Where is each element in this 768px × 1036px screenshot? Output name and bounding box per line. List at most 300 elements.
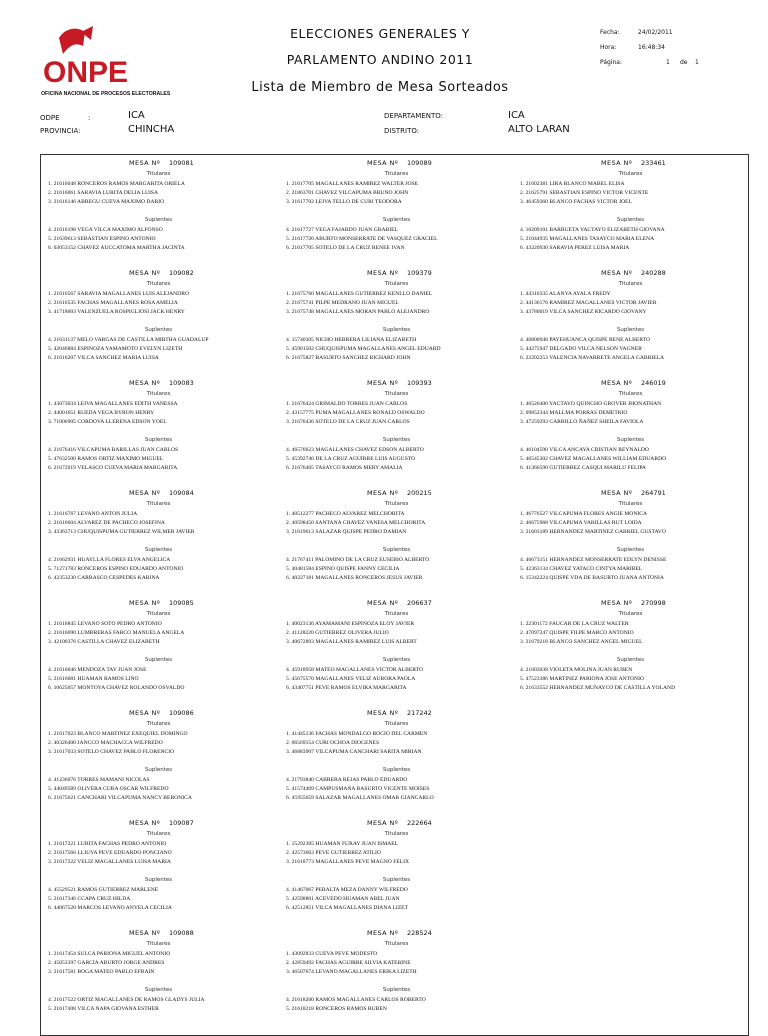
mesa-number: 109379 xyxy=(407,269,432,277)
titular-item: 2. 21616690 LUMBRERAS FARCO MANUELA ANGELA xyxy=(48,629,185,636)
suplentes-list xyxy=(513,336,748,362)
suplente-item: 5. 41574409 CAMPUSMANA BASURTO VICENTE MOISES xyxy=(286,786,430,793)
suplentes-list xyxy=(41,996,276,1014)
report-title-line1: ELECCIONES GENERALES Y xyxy=(290,26,470,41)
mesa-block xyxy=(513,485,748,595)
titulares-heading: Titulares xyxy=(146,611,171,617)
mesa-number: 217242 xyxy=(407,709,432,717)
titular-item: 3. 21617581 BOGA MATEO PABLO EFRAIN xyxy=(48,968,155,975)
suplentes-list xyxy=(41,776,276,802)
mesa-block xyxy=(279,375,514,485)
titulares-heading: Titulares xyxy=(146,281,171,287)
titulares-heading: Titulares xyxy=(618,171,643,177)
suplentes-list xyxy=(513,556,748,582)
mesa-header xyxy=(41,265,276,279)
suplente-item: 6. 40227181 MAGALLANES RONCEROS JESUS JAVIER xyxy=(286,574,423,581)
titulares-list xyxy=(513,400,748,426)
mesa-header xyxy=(279,815,514,829)
titulares-list xyxy=(279,840,514,866)
mesa-number: 200215 xyxy=(407,489,432,497)
titulares-heading: Titulares xyxy=(146,501,171,507)
titular-item: 3. 47259293 CARRILLO ÑAÑEZ SHEILA FAVIOLA xyxy=(520,418,644,425)
titular-item: 1. 21675760 MAGALLANES GUTIERREZ KENLLO DANIEL xyxy=(286,291,433,297)
mesa-header xyxy=(513,485,748,499)
mesa-block xyxy=(41,815,276,925)
titulares-heading: Titulares xyxy=(146,171,171,177)
titular-item: 2. 40598450 SANTANA CHAVEZ VANESA MELCHORITA xyxy=(286,519,426,526)
titulares-heading: Titulares xyxy=(384,721,409,727)
mesa-number: 222664 xyxy=(407,819,432,827)
titular-item: 3. 40672893 MAGALLANES RAMIREZ LUIS ALBERT xyxy=(286,638,417,645)
mesa-header xyxy=(279,375,514,389)
titular-item: 1. 21616845 LEVANO SOTO PEDRO ANTONIO xyxy=(48,621,162,627)
suplentes-heading: Suplentes xyxy=(616,437,645,444)
titulares-list xyxy=(513,180,748,206)
suplente-item: 6. 43220930 SARAVIA PEREZ LUISA MARIA xyxy=(520,244,630,251)
titular-item: 2. 45053397 GARCIA ABURTO JORGE ANDRES xyxy=(48,959,165,966)
suplente-item: 4. 10209101 BARRUETA YACTAYO ELIZABETH GIOVANA xyxy=(520,227,665,234)
suplentes-list xyxy=(513,666,748,692)
titular-item: 2. 44136176 RAMIREZ MAGALLANES VICTOR JAVIER xyxy=(520,299,657,306)
suplente-item: 6. 41366590 GUTIERREZ CASQUI MARILU FELIPA xyxy=(520,464,646,471)
mesa-block xyxy=(279,265,514,375)
mesa-block xyxy=(279,155,514,265)
titular-item: 1. 21616767 LEVANO ANTON JULIA xyxy=(48,511,138,517)
mesa-header xyxy=(41,595,276,609)
mesa-header xyxy=(41,155,276,169)
suplente-item: 5. 42363134 CHAVEZ YATACO CINTYA MARIBEL xyxy=(520,566,643,573)
suplente-item: 5. 21644935 MAGALLANES TASAYCO MARIA ELENA xyxy=(520,236,655,243)
suplente-item: 4. 21793840 CABRERA REJAS PABLO EDUARDO xyxy=(286,777,408,784)
titulares-heading: Titulares xyxy=(146,721,171,727)
mesa-header xyxy=(279,925,514,939)
titular-item: 1. 46526400 YACTAYO QUINCHO GROVER JHONATHAN xyxy=(520,401,662,407)
fecha-label: Fecha: xyxy=(600,29,620,36)
suplente-item: 5. 46545302 CHAVEZ MAGALLANES WILLIAM EDUARDO xyxy=(520,456,667,463)
suplente-item: 6. 21616207 VILCA SANCHEZ MARIA LUISA xyxy=(48,354,159,361)
titulares-list xyxy=(41,730,276,756)
titular-item: 2. 21863701 CHAVEZ VILCAPUMA BRUNO JOHN xyxy=(286,189,409,196)
suplente-item: 6. 42512851 VILCA MAGALLANES DIANA LIZET xyxy=(286,904,409,911)
titular-item: 3. 21617702 LEIVA TELLO DE CURI TEODORA xyxy=(286,198,402,205)
suplentes-heading: Suplentes xyxy=(144,547,173,554)
titulares-list xyxy=(41,620,276,646)
suplentes-heading: Suplentes xyxy=(382,657,411,664)
titular-item: 3. 41718603 VALENZUELA ROSPIGLIOSI JACK HENRY xyxy=(48,308,185,315)
suplente-item: 5. 21617720 ABURTO MONSERRATE DE VASQUEZ GRACIEL xyxy=(286,236,438,243)
mesa-header xyxy=(513,375,748,389)
mesa-label: MESA Nº xyxy=(367,819,399,827)
mesa-header xyxy=(41,375,276,389)
mesa-number: 246019 xyxy=(641,379,666,387)
mesa-number: 233461 xyxy=(641,159,666,167)
mesa-label: MESA Nº xyxy=(601,159,633,167)
mesa-header xyxy=(279,595,514,609)
suplente-item: 4. 21676416 VILCAPUMA BARILLAS JUAN CARLOS xyxy=(48,447,179,454)
mesa-label: MESA Nº xyxy=(367,489,399,497)
titulares-heading: Titulares xyxy=(384,171,409,177)
mesa-header xyxy=(41,925,276,939)
suplentes-list xyxy=(279,556,514,582)
suplentes-heading: Suplentes xyxy=(144,767,173,774)
titular-item: 3. 21603189 HERNANDEZ MARTINEZ GABRIEL GUSTAVO xyxy=(520,528,666,535)
provincia-value: CHINCHA xyxy=(128,124,175,135)
titular-item: 2. 42859492 FACHAS AGUIRRE SILVIA KATERINE xyxy=(286,959,411,966)
mesa-number: 109083 xyxy=(169,379,194,387)
mesa-header xyxy=(513,155,748,169)
suplentes-heading: Suplentes xyxy=(382,987,411,994)
titular-item: 1. 21616567 SARAVIA MAGALLANES LUIS ALEJANDRO xyxy=(48,291,189,297)
titulares-list xyxy=(41,400,276,426)
titulares-list xyxy=(279,180,514,206)
suplente-item: 5. 47523386 MARTINEZ PARIONA JOSE ANTONIO xyxy=(520,676,644,683)
titular-item: 1. 22301172 FAUCAR DE LA CRUZ WALTER xyxy=(520,621,629,627)
suplente-item: 4. 21617522 ORTIZ MAGALLANES DE RAMOS GLADYS JULIA xyxy=(48,997,205,1004)
odpe-label: ODPE xyxy=(40,114,60,122)
mesa-block xyxy=(513,595,748,705)
departamento-label: DEPARTAMENTO: xyxy=(384,112,443,120)
titular-item: 1. 43092833 CUEVA PEVE MODESTO xyxy=(286,951,378,957)
suplentes-list xyxy=(513,226,748,252)
mesa-number: 264791 xyxy=(641,489,666,497)
suplente-item: 4. 45918958 MATEO MAGALLANES VICTOR ALBERTO xyxy=(286,667,424,674)
mesa-block xyxy=(41,925,276,1035)
logo-subtext: OFICINA NACIONAL DE PROCESOS ELECTORALES xyxy=(41,91,171,97)
suplentes-heading: Suplentes xyxy=(144,217,173,224)
suplentes-list xyxy=(279,996,514,1014)
titular-item: 2. 09852344 MALLMA PORRAS DEMETRIO xyxy=(520,409,628,416)
mesa-label: MESA Nº xyxy=(129,709,161,717)
suplente-item: 6. 42353230 CARRASCO CESPEDES KARINA xyxy=(48,574,160,581)
mesa-label: MESA Nº xyxy=(601,379,633,387)
mesa-number: 109088 xyxy=(169,929,194,937)
suplente-item: 5. 45901502 CHUQUISPUMA MAGALLANES ANGEL EDUARD xyxy=(286,346,441,353)
suplente-item: 5. 21617346 CCAPA CRUZ HILDA xyxy=(48,896,131,903)
report-title-line2: PARLAMENTO ANDINO 2011 xyxy=(286,52,474,67)
hora-label: Hora: xyxy=(600,44,617,51)
mesa-block xyxy=(279,925,514,1035)
titulares-heading: Titulares xyxy=(146,831,171,837)
mesa-label: MESA Nº xyxy=(601,269,633,277)
titular-item: 2. 47097247 QUISPE FILPE MARCO ANTONIO xyxy=(520,629,634,636)
titular-item: 3. 46883907 VILCAPUMA CANCHARI SARITA MIRIAN xyxy=(286,748,422,755)
odpe-sep: : xyxy=(88,114,91,122)
titular-item: 3. 21676436 SOTELO DE LA CRUZ JUAN CARLOS xyxy=(286,418,410,425)
mesa-block xyxy=(41,705,276,815)
mesas-table xyxy=(40,154,749,1036)
titular-item: 1. 21676424 GRIMALDO TORRES JUAN CARLOS xyxy=(286,401,408,407)
mesa-header xyxy=(41,705,276,719)
titulares-list xyxy=(41,290,276,316)
mesa-block xyxy=(41,375,276,485)
suplente-item: 4. 41236076 TORRES MAMANI NICOLAS xyxy=(48,777,150,784)
suplente-item: 6. 21675621 CANCHARI VILCAPUMA NANCY BERONICA xyxy=(48,794,192,801)
mesa-label: MESA Nº xyxy=(367,929,399,937)
titulares-list xyxy=(513,620,748,646)
mesa-block xyxy=(513,375,748,485)
mesa-block xyxy=(41,595,276,705)
mesa-block xyxy=(513,265,748,375)
suplente-item: 6. 21617705 SOTELO DE LA CRUZ RENEE IVAN xyxy=(286,244,405,251)
pagina-total: 1 xyxy=(695,59,699,66)
mesa-block xyxy=(41,485,276,595)
suplente-item: 5. 21617408 VILCA NAPA GIOVANA ESTHER xyxy=(48,1006,159,1013)
suplente-item: 6. 03053152 CHAVEZ AUCCATOMA MARTHA JACINTA xyxy=(48,244,185,251)
suplentes-list xyxy=(41,446,276,472)
mesa-number: 109086 xyxy=(169,709,194,717)
titulares-heading: Titulares xyxy=(618,611,643,617)
mesa-column-1 xyxy=(41,155,276,1035)
suplentes-heading: Suplentes xyxy=(382,327,411,334)
pagina-value: 1 xyxy=(666,59,670,66)
suplente-item: 4. 21616198 VEGA VILCA MAXIMO ALFONSO xyxy=(48,227,163,234)
suplente-item: 6. 15342224 QUISPE VDA DE BASURTO JUANA ANTONIA xyxy=(520,574,664,581)
titular-item: 2. 44001651 RUEDA VEGA BYRON HENRY xyxy=(48,409,155,416)
titulares-heading: Titulares xyxy=(384,391,409,397)
suplentes-list xyxy=(41,556,276,582)
titular-item: 1. 21602381 LIRA BLANCO MABEL ELISA xyxy=(520,181,625,187)
suplente-item: 5. 42046884 ESPINOZA YAMAMOTO EVELYN LIZETH xyxy=(48,346,183,353)
titular-item: 3. 21616146 ABREGU CUEVA MAXIMO DARIO xyxy=(48,198,165,205)
suplente-item: 5. 44275947 DELGADO VILCA NELSON VAGNER xyxy=(520,346,642,353)
mesa-label: MESA Nº xyxy=(129,159,161,167)
titular-item: 2. 21675741 PILPE MEDRANO JUAN MIGUEL xyxy=(286,299,399,306)
titular-item: 3. 21617033 SOTELO CHAVEZ PABLO FLORENCIO xyxy=(48,748,175,755)
titular-item: 2. 21616604 ALVAREZ DE PACHECO JOSEFINA xyxy=(48,519,165,526)
titular-item: 1. 43073034 LEIVA MAGALLANES EDITH VANESSA xyxy=(48,401,178,407)
mesa-label: MESA Nº xyxy=(367,599,399,607)
mesa-block xyxy=(513,155,748,265)
suplentes-list xyxy=(41,886,276,912)
mesa-block xyxy=(279,485,514,595)
mesa-header xyxy=(279,485,514,499)
suplente-item: 6. 45955659 SALAZAR MAGALLANES OMAR GIANCARLO xyxy=(286,794,434,801)
suplente-item: 4. 40800948 PAYEHUANCA QUISPE RENE ALBERTO xyxy=(520,337,650,344)
suplentes-heading: Suplentes xyxy=(144,877,173,884)
suplente-item: 4. 21618200 RAMOS MAGALLANES CARLOS ROBERTO xyxy=(286,997,426,1004)
suplente-item: 4. 46104590 VILCA ANCAYA CRISTIAN REYNALDO xyxy=(520,447,649,454)
suplentes-heading: Suplentes xyxy=(144,657,173,664)
suplente-item: 4. 46576623 MAGALLANES CHAVEZ EDSON ALBERTO xyxy=(286,447,424,454)
titular-item: 3. 43780019 VILCA SANCHEZ RICARDO GIOVANY xyxy=(520,308,647,315)
suplente-item: 4. 41467067 PERALTA MEZA DANNY WILFREDO xyxy=(286,887,408,894)
suplente-item: 4. 21662931 HUAYLLA FLORES ELVA ANGELICA xyxy=(48,557,171,564)
mesa-header xyxy=(279,705,514,719)
suplentes-list xyxy=(41,226,276,252)
mesa-number: 109089 xyxy=(407,159,432,167)
mesa-number: 109087 xyxy=(169,819,194,827)
mesa-header xyxy=(41,815,276,829)
suplentes-list xyxy=(41,666,276,692)
titular-item: 1. 15292305 HUAMAN FURAY JUAN ISMAEL xyxy=(286,841,399,847)
suplentes-heading: Suplentes xyxy=(144,327,173,334)
suplentes-heading: Suplentes xyxy=(616,327,645,334)
logo-ballot-mark xyxy=(59,29,85,54)
mesa-number: 109082 xyxy=(169,269,194,277)
hora-value: 16:48:34 xyxy=(638,44,665,51)
suplente-item: 6. 43407751 PEVE RAMOS ELVIRA MARGARITA xyxy=(286,684,407,691)
distrito-value: ALTO LARAN xyxy=(508,124,570,135)
mesa-label: MESA Nº xyxy=(367,159,399,167)
suplente-item: 5. 44049589 OLIVERA CUBA OSCAR WILFREDO xyxy=(48,786,169,793)
mesa-header xyxy=(279,265,514,279)
titulares-heading: Titulares xyxy=(618,501,643,507)
suplentes-list xyxy=(279,336,514,362)
titular-item: 2. 46675968 VILCAPUMA VARILLAS RUT LOIDA xyxy=(520,519,642,526)
mesa-label: MESA Nº xyxy=(129,819,161,827)
pagina-de: de xyxy=(680,59,688,66)
fecha-value: 24/02/2011 xyxy=(638,29,673,36)
suplentes-heading: Suplentes xyxy=(144,987,173,994)
mesa-block xyxy=(41,265,276,375)
titular-item: 2. 21617566 LLIUYA PEVE EDUARDO PONCIANO xyxy=(48,849,172,856)
titular-item: 3. 21619613 SALAZAR QUISPE PEDRO DAMIAN xyxy=(286,528,407,535)
titular-item: 2. 40326400 JANCCO MACHACCA WILFREDO xyxy=(48,739,163,746)
titular-item: 3. 46459360 BLANCO FACHAS VICTOR JOEL xyxy=(520,198,632,205)
suplentes-heading: Suplentes xyxy=(382,877,411,884)
mesa-number: 270998 xyxy=(641,599,666,607)
titular-item: 2. 21616061 SARAVIA LURITA DELIA LUISA xyxy=(48,189,159,196)
suplente-item: 5. 45392746 DE LA CRUZ AGUIRRE LUIS AUGUSTO xyxy=(286,456,416,463)
titular-item: 2. 41128220 GUTIERREZ OLIVERA JULIO xyxy=(286,629,389,636)
suplente-item: 5. 42598801 ACEVEDO HUAMAN ABEL JUAN xyxy=(286,896,400,903)
departamento-value: ICA xyxy=(508,110,525,121)
mesa-number: 228524 xyxy=(407,929,432,937)
suplente-item: 4. 21603038 VIOLETA MOLINA JUAN RUBEN xyxy=(520,667,633,674)
titular-item: 1. 40023136 AYAMAMANI ESPINOZA ELOY JAVIER xyxy=(286,621,415,627)
suplente-item: 4. 15740305 NICHO HERRERA LILIANA ELIZABETH xyxy=(286,337,417,344)
mesa-label: MESA Nº xyxy=(129,599,161,607)
suplente-item: 6. 21676405 TASAYCO RAMOS MERY AMALIA xyxy=(286,464,403,471)
mesa-label: MESA Nº xyxy=(601,489,633,497)
titular-item: 1. 21617221 LURITA FACHAS PEDRO ANTONIO xyxy=(48,841,167,847)
suplente-item: 6. 44067520 MARCOS LEVANO ANYELA CECILIA xyxy=(48,904,172,911)
suplente-item: 6. 10625057 MONTOYA CHAVEZ ROLANDO OSVALDO xyxy=(48,684,185,691)
titulares-heading: Titulares xyxy=(384,281,409,287)
suplentes-list xyxy=(279,666,514,692)
titulares-list xyxy=(41,950,276,976)
suplente-item: 4. 21616046 MENDOZA TAY JUAN JOSE xyxy=(48,667,147,674)
titular-item: 2. 43157775 PUMA MAGALLANES RONALD OSWALDO xyxy=(286,409,425,416)
suplentes-heading: Suplentes xyxy=(616,217,645,224)
suplente-item: 6. 21672019 VELASCO CUEVA MARIA MARGARITA xyxy=(48,464,178,471)
suplente-item: 5. 45675570 MAGALLANES VELIZ AURORA PAOLA xyxy=(286,676,416,683)
titulares-list xyxy=(513,510,748,536)
suplente-item: 4. 45529521 RAMOS GUTIERREZ MARLENE xyxy=(48,887,159,894)
suplentes-heading: Suplentes xyxy=(616,657,645,664)
titular-item: 3. 21679218 BLANCO SANCHEZ ANGEL MIGUEL xyxy=(520,638,643,645)
titulares-heading: Titulares xyxy=(146,391,171,397)
mesa-column-2 xyxy=(279,155,514,1035)
titular-item: 3. 21618773 MAGALLANES PEVE MAGNO FELIX xyxy=(286,858,410,865)
mesa-block xyxy=(279,595,514,705)
titulares-list xyxy=(279,290,514,316)
titulares-list xyxy=(513,290,748,316)
titulares-heading: Titulares xyxy=(146,941,171,947)
mesa-label: MESA Nº xyxy=(129,269,161,277)
titulares-list xyxy=(279,510,514,536)
titular-item: 2. 21616535 FACHAS MAGALLANES ROSA AMELIA xyxy=(48,299,178,306)
mesa-label: MESA Nº xyxy=(129,929,161,937)
titular-item: 1. 21616048 RONCEROS RAMOS MARGARITA ORIELA xyxy=(48,181,185,187)
provincia-label: PROVINCIA: xyxy=(40,127,81,135)
titulares-heading: Titulares xyxy=(618,281,643,287)
suplente-item: 5. 21639613 SEBASTIAN ESPINO ANTONIO xyxy=(48,236,156,243)
suplente-item: 4. 21617727 VEGA FAJARDO JUAN GRABIEL xyxy=(286,227,398,234)
suplente-item: 4. 21767411 PALOMINO DE LA CRUZ EUSEBIO ALBERTO xyxy=(286,557,430,564)
mesa-number: 206637 xyxy=(407,599,432,607)
suplente-item: 5. 21618218 RONCEROS RAMOS RUBEN xyxy=(286,1006,387,1013)
titulares-heading: Titulares xyxy=(384,831,409,837)
titulares-list xyxy=(41,180,276,206)
mesa-label: MESA Nº xyxy=(367,269,399,277)
titular-item: 1. 21617454 SULCA PARIONA MIGUEL ANTONIO xyxy=(48,951,171,957)
titulares-list xyxy=(279,730,514,756)
mesa-block xyxy=(41,155,276,265)
mesa-number: 109084 xyxy=(169,489,194,497)
suplentes-list xyxy=(513,446,748,472)
suplente-item: 6. 21675827 BASURTO SANCHEZ RICHARD JOHN xyxy=(286,354,411,361)
mesa-number: 109085 xyxy=(169,599,194,607)
titulares-list xyxy=(41,510,276,536)
mesa-number: 240288 xyxy=(641,269,666,277)
mesa-block xyxy=(279,705,514,815)
mesa-label: MESA Nº xyxy=(129,489,161,497)
titular-item: 1. 41445136 FACHAS MONDALGO ROCIO DEL CARMEN xyxy=(286,731,428,737)
onpe-logo-graphic xyxy=(37,24,177,100)
suplente-item: 5. 71271783 RONCEROS ESPINO EDUARDO ANTONIO xyxy=(48,566,184,573)
titulares-list xyxy=(41,840,276,866)
pagina-label: Página: xyxy=(600,59,623,66)
titular-item: 1. 44310335 ALANYA AYALA FREDY xyxy=(520,291,611,297)
mesa-label: MESA Nº xyxy=(129,379,161,387)
titulares-list xyxy=(279,400,514,426)
suplentes-list xyxy=(279,446,514,472)
mesa-header xyxy=(513,595,748,609)
report-subtitle: Lista de Miembro de Mesa Sorteados xyxy=(251,80,509,95)
mesa-number: 109081 xyxy=(169,159,194,167)
titular-item: 3. 21675748 MAGALLANES MORAN PABLO ALEJANDRO xyxy=(286,308,430,315)
titular-item: 2. 06569154 CURI OCHOA DIOGENES xyxy=(286,739,380,746)
titulares-list xyxy=(279,620,514,646)
suplentes-list xyxy=(279,776,514,802)
suplentes-heading: Suplentes xyxy=(382,217,411,224)
suplentes-list xyxy=(279,886,514,912)
mesa-column-3 xyxy=(513,155,748,705)
titulares-heading: Titulares xyxy=(618,391,643,397)
titulares-list xyxy=(279,950,514,976)
titular-item: 3. 71006905 CORDOVA LLERENA EDSON YOEL xyxy=(48,418,167,425)
suplente-item: 5. 21616081 HUAMAN RAMOS LINO xyxy=(48,676,139,683)
suplente-item: 5. 47632500 RAMOS ORTIZ MAXIMO MIGUEL xyxy=(48,456,164,463)
suplente-item: 4. 46673151 HERNANDEZ MONSERRATE EDLYN DENISSE xyxy=(520,557,667,564)
suplentes-heading: Suplentes xyxy=(382,437,411,444)
mesa-label: MESA Nº xyxy=(367,709,399,717)
suplentes-heading: Suplentes xyxy=(144,437,173,444)
titular-item: 1. 40512277 PACHECO ALVAREZ MELCHORITA xyxy=(286,511,405,517)
titular-item: 2. 21625791 SEBASTIAN ESPINO VICTOR VICENTE xyxy=(520,189,649,196)
mesa-header xyxy=(41,485,276,499)
mesa-block xyxy=(279,815,514,925)
titulares-heading: Titulares xyxy=(384,611,409,617)
mesa-label: MESA Nº xyxy=(367,379,399,387)
titular-item: 3. 21617222 VELIZ MAGALLANES LUISA MARIA xyxy=(48,858,171,865)
suplente-item: 6. 22202253 VALENCIA NAVARRETE ANGELA GABRIELA xyxy=(520,354,665,361)
suplentes-heading: Suplentes xyxy=(616,547,645,554)
titular-item: 3. 42100376 CASTILLA CHAVEZ ELIZABETH xyxy=(48,638,160,645)
onpe-logo xyxy=(37,24,177,100)
titular-item: 3. 43363713 CHUQUISPUMA GUTIERREZ WILMER JAVIER xyxy=(48,528,195,535)
